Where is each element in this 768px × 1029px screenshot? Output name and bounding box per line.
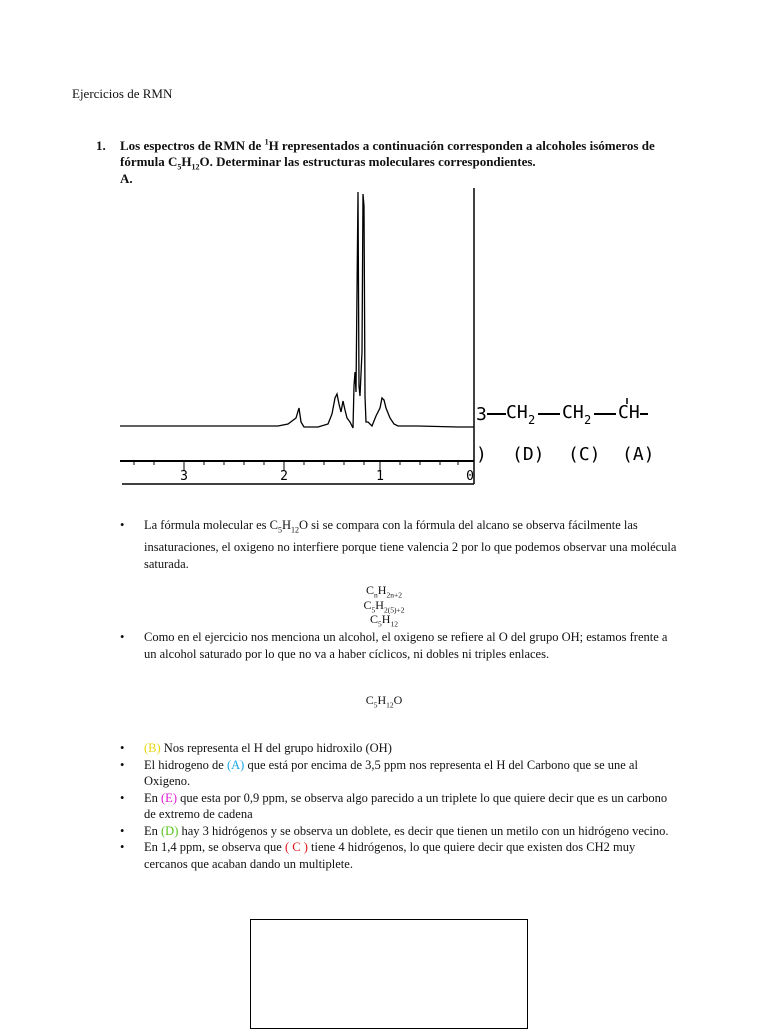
molecule-structure-image: [474, 396, 664, 468]
structure-fragment-ch-1: CH: [506, 402, 528, 423]
tag-c: ( C ): [284, 840, 308, 854]
question-text: Los espectros de RMN de $^1$H representados a continuación corresponden a alcoholes isómeros de fórmula $C_5H_{12}O$. Determinar las estructuras moleculares correspondientes.: [120, 137, 655, 172]
structure-label-a: (A): [622, 444, 655, 465]
question-number: 1.: [96, 138, 106, 153]
bullet-list-2: [120, 629, 680, 662]
nmr-spectrum-image: [118, 186, 478, 488]
bullet-dot: •: [120, 741, 125, 755]
analysis-list: [120, 740, 680, 872]
document-title: Ejercicios de RMN: [72, 86, 173, 101]
answer-box: [250, 919, 528, 1029]
bullet-dot: •: [120, 518, 125, 532]
structure-fragment-sub-2a: 2: [528, 413, 536, 427]
structure-fragment-sub-2b: 2: [584, 413, 592, 427]
tag-e: (E): [161, 790, 177, 805]
analysis-item-b: • (B) Nos representa el H del grupo hidroxilo (OH): [120, 741, 392, 755]
tick-label-3: 3: [180, 469, 188, 484]
bullet-dot: •: [120, 823, 125, 838]
tick-label-2: 2: [280, 469, 288, 484]
structure-label-paren: ): [476, 444, 487, 465]
analysis-item-e: • En (E) que esta por 0,9 ppm, se observa algo parecido a un triplete lo que quiere decir que es un carbono de extremo de cadena: [120, 790, 668, 821]
bullet-dot: •: [120, 757, 125, 772]
bullet-dot: •: [120, 630, 125, 644]
tick-label-0: 0: [466, 469, 474, 484]
structure-label-d: (D): [512, 444, 545, 465]
tag-a: (A): [226, 757, 245, 772]
structure-fragment-ch-3: CH: [618, 402, 640, 423]
bullet-dot: •: [120, 790, 125, 805]
analysis-item-d: • En (D) hay 3 hidrógenos y se observa un doblete, es decir que tienen un metilo con un hidrógeno vecino.: [120, 823, 669, 838]
structure-label-c: (C): [568, 444, 601, 465]
analysis-item-a: • El hidrogeno de (A) que está por encima de 3,5 ppm nos representa el H del Carbono que se une al Oxigeno.: [120, 757, 638, 788]
formula-general: $C_nH_{2n+2}$: [366, 583, 402, 600]
formula-substituted: $C_5H_{2(5)+2}$: [363, 597, 405, 614]
bullet-alcohol: • Como en el ejercicio nos menciona un alcohol, el oxigeno se refiere al O del grupo OH; estamos frente a un alcohol saturado por lo que no va a haber cíclicos, ni dobles ni triples enlaces.: [120, 630, 668, 661]
tick-label-1: 1: [376, 469, 384, 484]
bullet-molecular-formula: • La fórmula molecular es $C_5H_{12}O$ si se compara con la fórmula del alcano se observa fácilmente las insaturaciones, el oxigeno no interfiere porque tiene valencia 2 por lo que podemos observar una molécula saturada.: [120, 518, 677, 571]
tag-d: (D): [161, 823, 179, 838]
formula-result: $C_5H_{12}$: [370, 612, 398, 629]
analysis-item-c: • En 1,4 ppm, se observa que ( C ) tiene 4 hidrógenos, lo que quiere decir que existen dos CH2 muy cercanos que acaban dando un multiplete.: [120, 840, 636, 871]
structure-fragment-3: 3: [476, 404, 487, 425]
structure-fragment-ch-2: CH: [562, 402, 584, 423]
formula-block-1: [0, 583, 768, 627]
part-label: A.: [120, 171, 133, 186]
formula-alcohol: $C_5H_{12}O$: [365, 693, 403, 710]
bullet-list-1: [120, 517, 680, 572]
bullet-dot: •: [120, 840, 125, 854]
tag-b: (B): [144, 741, 161, 755]
